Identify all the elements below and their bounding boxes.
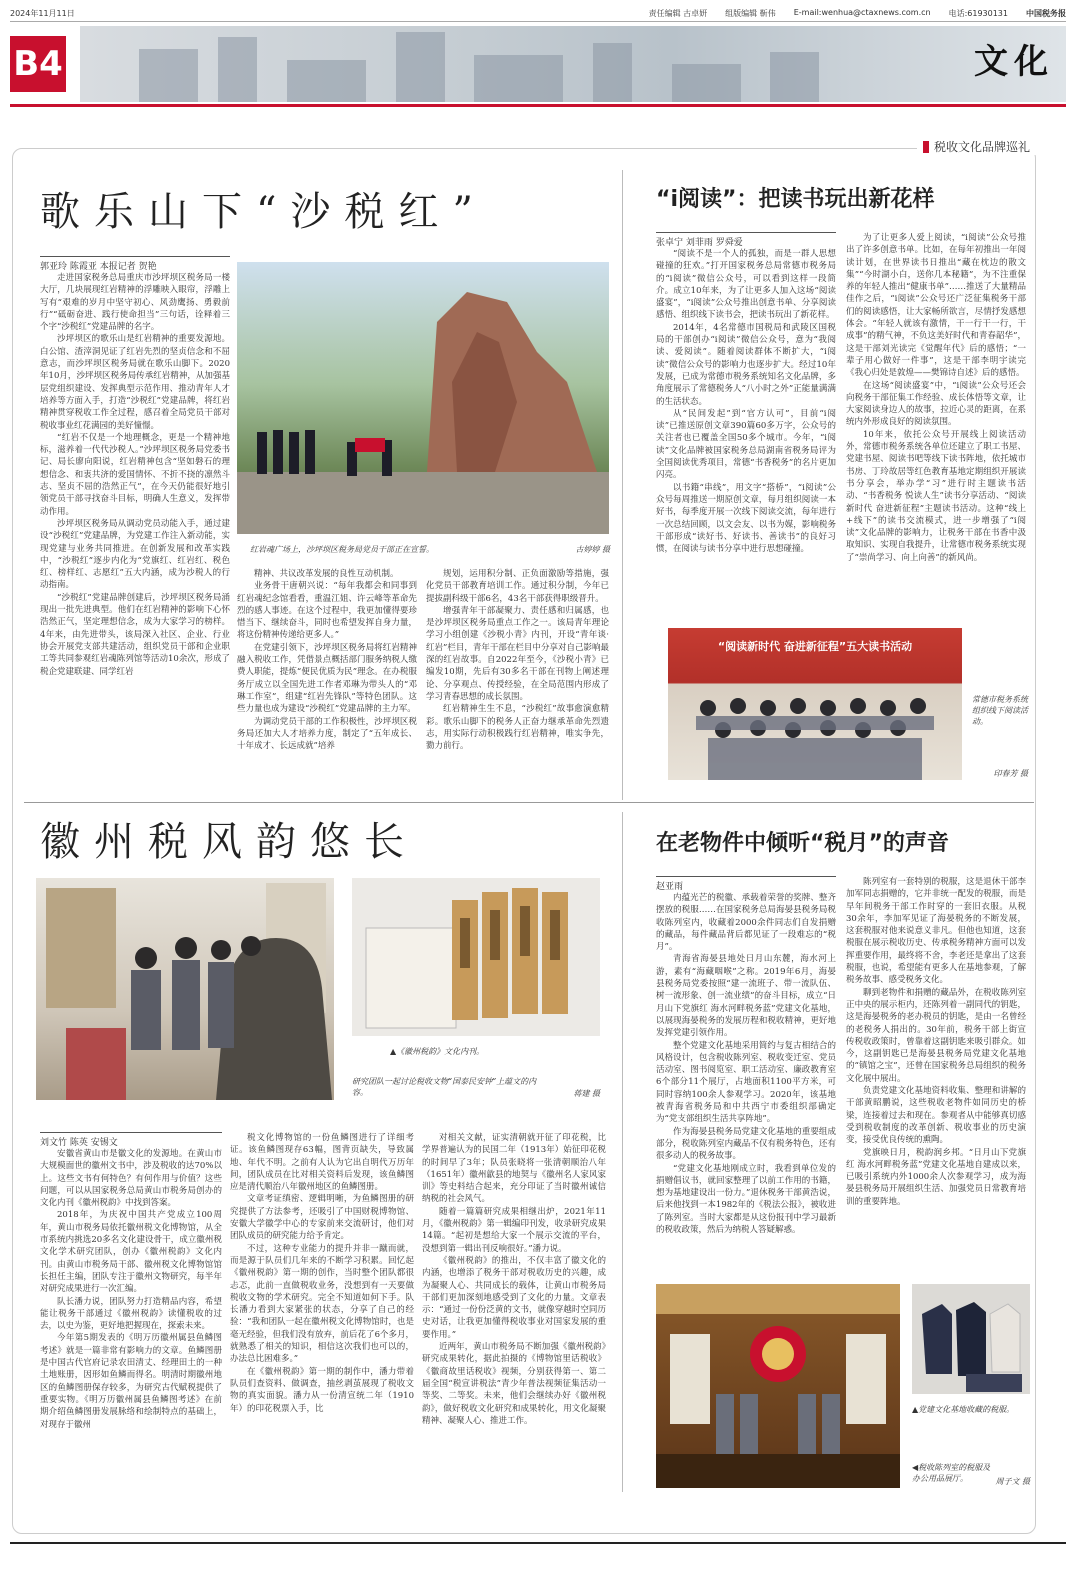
article4-photo2-credit: 周子文 摄 xyxy=(995,1477,1030,1486)
page-number: B4 xyxy=(10,36,66,92)
article4-photo2[interactable] xyxy=(656,1284,900,1488)
article3-photo2[interactable] xyxy=(352,878,600,1036)
article2-photo-caption: 常德市税务系统组织线下阅读活动。 xyxy=(972,695,1028,726)
contact-email[interactable]: E-mail:wenhua@ctaxnews.com.cn xyxy=(793,8,931,17)
article3-photo1-caption: 研究团队一起讨论税收文物“国泰民安钟”上蕴文的内容。 xyxy=(352,1077,537,1097)
article1-photo-caption: 红岩魂广场上，沙坪坝区税务局党员干部正在宣誓。 xyxy=(250,545,434,554)
article2-col1: “阅读不是一个人的孤独，而是一群人思想碰撞的狂欢。”打开国家税务总局常德市税务局的“i阅读”微信公众号，可以看到这样一段简介。成立10年来，为了让更多人加入这场“阅读盛宴”，“i阅读”公众号推出创意书单、分享阅读感悟、组织线下读书会，把读书玩出了新花样。 2014年，4名常德市国税局和武陵区国税局的干部创办“i阅读”微信公众号，意为“我阅读、爱阅读”。随着阅读群体不断扩大，“i阅读”微信公众号的影响力也逐步扩大。经过10年发展，已成为常德市税务系统知名文化品牌，多角度展示了常德税务人“八小时之外”正能量满满的生活状态。 从“民间发起”到“官方认可”，目前“i阅读”已推送原创文章390篇60多万字，公众号的关注者也已覆盖全国50多个城市。今年，“i阅读”文化品牌被国家税务总局湖南省税务局评为全国阅读优秀项目，常德“书香税务”的名片更加闪亮。 以书籍“串线”，用文字“搭桥”，“i阅读”公众号每周推送一期原创文章，每月组织阅读一本好书，每季度开展一次线下阅读交流，每年进行一次总结回顾，以文会友、以书为媒，影响税务干部形成“读好书、好读书、善读书”的良好习惯，在阅读与读书分享中进行思想碰撞。 xyxy=(656,249,836,555)
article2-title[interactable]: “i阅读”：把读书玩出新花样 xyxy=(656,187,935,212)
article3-photo1-credit: 蒋建 摄 xyxy=(573,1089,600,1098)
article4-byline: 赵亚雨 xyxy=(656,876,836,892)
article2-col2: 为了让更多人爱上阅读，“i阅读”公众号推出了许多创意书单。比如，在每年初推出一年阅读计划，在世界读书日推出“藏在枕边的散文集”“今时湖小白，送你几本秘籍”，为不注重保养的年轻人推出“健康书单”……推送了大量精品佳作之后，“i阅读”公众号还广泛征集税务干部们的阅读感悟，让大家畅所欲言，尽情抒发感想体会。“年轻人就该有激情，干一行干一行，干成事”的精气神，不负这美好时代和青春韶华”，这是干部刘光读完《觉醒年代》后的感悟；“一辈子用心做好一件事”，这是干部李明宇读完《我心归处是敦煌——樊锦诗自述》后的感悟。 在这场“阅读盛宴”中，“i阅读”公众号还会向税务干部征集工作经验、成长体悟等文章，让大家阅读身边人的故事，拉近心灵的距离，在系统内外形成良好的阅读氛围。 10年来，依托公众号开展线上阅读活动外，常德市税务系统各单位还建立了职工书屋、党建书屋、阅读书吧等线下读书阵地，依托城市书房、丁玲故居等红色教育基地定期组织开展读书分享会，举办学“习”进行时主题读书活动、“书香税务 悦读人生”读书分享活动、“阅读新时代 奋进新征程”主题读书活动。这种“线上+线下”的读书交流模式，进一步增强了“i阅读”文化品牌的影响力，让税务干部在书香中汲取知识、实现自我提升，让常德市税务系统实现了“崇尚学习、向上向善”的新风尚。 xyxy=(846,233,1026,563)
monument-photo-illustration xyxy=(237,262,609,534)
exhibition-hall-illustration xyxy=(656,1284,900,1488)
article4-photo1[interactable] xyxy=(912,1284,1030,1394)
article1-col1: 走进国家税务总局重庆市沙坪坝区税务局一楼大厅，几块展现红岩精神的浮雕映入眼帘，浮雕上写有“艰难的岁月中坚守初心、风劲鹰扬、勇毅前行”“砥砺奋进、践行使命担当”三句话，诠释着三个字“沙税红”党建品牌的名字。 沙坪坝区的歌乐山是红岩精神的重要发源地。白公馆、渣滓洞见证了红岩先烈的坚贞信念和不屈意志，而沙坪坝区税务局就在歌乐山脚下。2020年10月，沙坪坝区税务局传承红岩精神，从加强基层党组织建设、发挥典型示范作用、推动青年人才培养等方面入手，打造“沙税红”党建品牌，将红岩精神贯穿税收工作全过程，感召着全局党员干部对税收事业红花满园的美好憧憬。 “红岩不仅是一个地理概念，更是一个精神地标，滋养着一代代沙税人。”沙坪坝区税务局党委书记、局长廖向阳说，红岩精神包含“坚如磐石的理想信念、和衷共济的爱国情怀、不折不挠的凛然斗志、坚贞不屈的浩然正气”，在今天仍能很好地引领党员干部寻找奋斗目标，明确人生意义，发挥带动作用。 沙坪坝区税务局从调动党员动能入手，通过建设“沙税红”党建品牌，为党建工作注入新动能，实现党建与业务共同推进。在创新发展和改革实践中，“沙税红”逐步内化为“党旗红、红岩红、税色红、榜样红、志愿红”五大内涵，成为沙税人的行动指南。 “沙税红”党建品牌创建后，沙坪坝区税务局涌现出一批先进典型。他们在红岩精神的影响下心怀浩然正气，坚定理想信念，成为大家学习的榜样。4年来，由先进带头，该局深入社区、企业、行业协会开展党支部共建活动，组织党员干部和企业职工等共同参观红岩魂陈列馆等活动10余次，形成了税企党建联建、同学红岩 xyxy=(40,273,230,677)
page-header-bar xyxy=(10,6,1066,22)
article4-title[interactable]: 在老物件中倾听“税月”的声音 xyxy=(656,831,949,856)
section-divider xyxy=(24,802,1034,803)
article3-photo2-caption: ▲《徽州税韵》文化内刊。 xyxy=(390,1047,485,1056)
article2-photo-banner: “阅读新时代 奋进新征程”五大读书活动 xyxy=(717,640,913,653)
article3-title[interactable]: 徽州税风韵悠长 xyxy=(40,819,418,865)
article1-photo-credit: 古婷婷 摄 xyxy=(575,545,610,554)
article1-col3: 规划，运用积分制、正负面激励等措施，强化党员干部教育培训工作。通过积分制，今年已提拔副科级干部6名，43名干部获得职级晋升。 增强青年干部凝聚力、责任感和归属感，也是沙坪坝区税务局重点工作之一。该局青年理论学习小组创建《沙税小青》内刊，开设“青年谈·红岩”栏目，青年干部在栏目中分享对自己影响最深的红岩故事。自2022年至今，《沙税小青》已编发10期，先后有30多名干部在刊物上阐述理论、分享观点、传授经验，在全局范围内形成了学习青春思想的成长氛围。 红岩精神生生不息，“沙税红”故事愈演愈精彩。歌乐山脚下的税务人正奋力继承革命先烈遗志，用实际行动积极践行红岩精神，唯实争先，勠力前行。 xyxy=(426,569,609,752)
editor-credit: 责任编辑 古卓妍 xyxy=(648,9,708,18)
column-divider-lower xyxy=(622,812,623,1492)
article4-photo1-caption: ▲党建文化基地收藏的税服。 xyxy=(912,1405,1015,1414)
group-photo-illustration xyxy=(668,628,962,780)
header-rule xyxy=(10,104,1066,107)
article1-byline: 郭亚玲 陈霞亚 本报记者 贺艳 xyxy=(40,256,230,272)
article3-photo1[interactable] xyxy=(36,878,334,1100)
layout-editor-credit: 组版编辑 靳伟 xyxy=(725,9,776,18)
article3-col2: 税文化博物馆的一份鱼鳞图进行了详细考证。该鱼鳞图现存63幅，图背页缺失，导致属地、年代不明。之前有人认为它出自明代万历年间，团队成员在比对相关资料后发现，该鱼鳞图应是清代顺治八年徽州地区的鱼鳞图册。 文章考证缜密、逻辑明晰，为鱼鳞图册的研究提供了方法参考，还吸引了中国财税博物馆、安徽大学徽学中心的专家前来交流研讨，他们对团队成员的研究能力给予肯定。 不过，这种专业能力的提升并非一蹴而就，而是源于队员们几年来的不断学习积累。回忆起《徽州税韵》第一期的创作，当时整个团队都很忐忑，此前一直做税收业务，没想到有一天要做税收文物的学术研究。完全不知道如何下手。队长潘力看到大家紧张的状态，分享了自己的经验：“我和团队一起在徽州税文化博物馆时，也是毫无经验，但我们没有放弃，前后花了6个多月，就熟悉了相关的知识，相信这次我们也可以的，办法总比困难多。” 在《徽州税韵》第一期的制作中，潘力带着队员们查资料、做调查，抽丝剥茧展现了税收文物的真实面貌。潘力从一份清宣统二年（1910年）的印花税票入手，比 xyxy=(230,1133,414,1414)
issue-date: 2024年11月11日 xyxy=(10,9,75,18)
column-tag xyxy=(917,138,1036,155)
column-tag-label: 税收文化品牌巡礼 xyxy=(933,140,1030,154)
article1-title[interactable]: 歌乐山下“沙税红” xyxy=(40,189,487,235)
footer-rule xyxy=(10,1542,1066,1544)
article2-byline: 张卓宁 刘菲雨 罗舜爱 xyxy=(656,232,836,248)
article2-photo-credit: 印春芳 摄 xyxy=(993,769,1028,778)
article1-col2: 精神、共议改革发展的良性互动机制。 业务骨干唐朝兴说：“每年我都会和同事到红岩魂纪念馆看看，重温江姐、许云峰等革命先烈的感人事迹。在这个过程中，我更加懂得要珍惜当下、继续奋斗，同时也希望发挥自身力量，将这份精神传递给更多人。” 在党建引领下，沙坪坝区税务局将红岩精神融入税收工作，凭借景点概括部门服务纳税人缴费人职能，提炼“便民优质为民”理念。在办税服务厅成立以全国先进工作者邓琳为带头人的“邓琳工作室”，组建“红岩先锋队”等特色团队。这些力量也成为建设“沙税红”党建品牌的主力军。 为调动党员干部的工作积极性，沙坪坝区税务局还加大人才培养力度，制定了“五年成长、十年成才、长远成就”培养 xyxy=(237,569,417,752)
newspaper-name: 中国税务报 xyxy=(1026,9,1066,18)
article3-col3: 对相关文献，证实清朝就开征了印花税，比学界普遍认为的民国二年（1913年）始征印花税的时间早了3年；队员张晓将一张清朝顺治八年（1651年）徽州歙县的地契与《徽州名人家风家训》等史料结合起来，充分印证了当时徽州诚信纳税的社会风气。 随着一篇篇研究成果相继出炉，2021年11月，《徽州税韵》第一辑编印刊发，收录研究成果14篇。“起初是想给大家一个展示交流的平台，没想到第一辑出刊反响很好。”潘力说。 《徽州税韵》的推出，不仅丰富了徽文化的内涵，也增添了税务干部对税收历史的兴趣，成为凝聚人心、共同成长的载体，让黄山市税务局干部们更加深刻地感受到了文化的力量。文章表示：“通过一份份泛黄的文书，就像穿越时空同历史对话，让我更加懂得税收事业对国家发展的重要作用。” 近两年，黄山市税务局不断加强《徽州税韵》研究成果转化，据此拍摄的《博物馆里话税收》《徽商故里话税收》视频，分别获得第一、第二届全国“税宣讲税法”青少年普法视频征集活动一等奖、二等奖。未来，他们会继续办好《徽州税韵》，做好税收文化研究和成果转化，用文化凝聚精神、凝聚人心、推进工作。 xyxy=(422,1133,606,1426)
column-divider xyxy=(622,170,623,800)
bell-discussion-illustration xyxy=(36,878,334,1100)
article4-col1: 内蕴光芒的税徽、承载着荣誉的奖牌、整齐摆放的税服……在国家税务总局海晏县税务局税收陈列室内，收藏着2000余件同志们自发捐赠的藏品，每件藏品背后都见证了一段难忘的“税月”。 青海省海晏县地处日月山东麓，海水河上游，素有“海藏咽喉”之称。2019年6月，海晏县税务局党委按照“建一流班子、带一流队伍、树一流形象、创一流业绩”的奋斗目标，成立“日月山下党旗红 海水河畔税务蓝”党建文化基地，以展现海晏税务的发展历程和税收精神，更好地发挥党建引领作用。 整个党建文化基地采用简约与复古相结合的风格设计，包含税收陈列室、税收变迁室、党员活动室、图书阅览室、职工活动室、廉政教育室6个部分11个展厅，占地面积1100平方米，可同时容纳100余人参观学习。2020年，该基地被青海省税务局和中共西宁市委组织部确定为“党支部组织生活共享阵地”。 作为海晏县税务局党建文化基地的重要组成部分，税收陈列室内藏品不仅有税务特色，还有很多动人的税务故事。 “党建文化基地刚成立时，我看到单位发的捐赠倡议书，就回家整理了以前工作用的书籍，想为基地建设出一份力。”退休税务干部黄浩说，后来他找到一本1982年的《税法公报》，被收进了陈列室。当时大家都是从这份报刊中学习最新的税收政策，然后为纳税人答疑解惑。 xyxy=(656,893,836,1236)
tax-uniforms-illustration xyxy=(912,1284,1030,1394)
article2-photo[interactable] xyxy=(668,628,962,780)
masthead xyxy=(10,26,1066,102)
article4-col2: 陈列室有一套特别的税服，这是退休干部李加军同志捐赠的，它并非统一配发的税服，而是早年间税务干部工作时穿的一套旧衣服。从税30余年，李加军见证了海晏税务的不断发展，这套税服对他来说意义非凡。但他也知道，这套税服在展示税收历史、传承税务精神方面可以发挥重要作用，最终将不舍，李老还是拿出了这套税服，也说，希望能有更多人在基地参观，了解税务故事、感受税务文化。 聊到老物件和捐赠的藏品外，在税收陈列室正中央的展示柜内，还陈列着一副同代的钥匙，这是海晏税务的老办税员的钥匙，是由一名曾经的老税务人捐出的。30年前，税务干部上街宣传税收政策时，曾靠着这副钥匙来吸引群众。如今，这副钥匙已是海晏县税务局党建文化基地的“镇馆之宝”，还曾在国家税务总局组织的税务文化展中展出。 负责党建文化基地资料收集、整理和讲解的干部黄昭鹏说，这些税收老物件如同历史的桥梁，连接着过去和现在。参观者从中能够真切感受到税收制度的改革创新、税收事业的历史演变，接受优良传统的熏陶。 党旗映日月，税韵润乡邦。“日月山下党旗红 海水河畔税务蓝”党建文化基地自建成以来，已吸引系统内外1000余人次参观学习，成为海晏县税务局开展组织生活、加强党员日常教育培训的重要阵地。 xyxy=(846,877,1026,1207)
tag-marker-icon xyxy=(923,141,929,153)
section-title: 文化 xyxy=(974,42,1054,82)
article4-photo2-caption: ◀税收陈列室的税服及办公用品展厅。 xyxy=(912,1463,991,1483)
article1-photo[interactable] xyxy=(237,262,609,534)
journal-books-illustration xyxy=(352,878,600,1036)
masthead-photo-strip xyxy=(80,26,1066,102)
contact-phone: 电话:61930131 xyxy=(948,9,1008,18)
article3-byline: 刘文竹 陈英 安锡文 xyxy=(40,1132,222,1148)
article3-col1: 安徽省黄山市是徽文化的发源地。在黄山市大规模面世的徽州文书中，涉及税收的达70%以上。这些文书有何特色？有何作用与价值？这些问题，可以从国家税务总局黄山市税务局创办的文化内刊《徽州税韵》中找到答案。 2018年，为庆祝中国共产党成立100周年，黄山市税务局依托徽州税文化博物馆，从全市系统内挑选20多名文化建设骨干，成立徽州税文化学术研究团队，创办《徽州税韵》文化内刊。由黄山市税务局干部、徽州税文化博物馆馆长担任主编，团队专注于徽州文物研究，每半年对研究成果进行一次汇编。 队长潘力说，团队努力打造精品内容，希望能让税务干部通过《徽州税韵》读懂税收的过去，以史为鉴，更好地把握现在，探索未来。 今年第5期发表的《明万历徽州属县鱼鳞图考述》就是一篇非常有影响力的文章。鱼鳞图册是中国古代官府记录农田清丈、经理田土的一种土地账册，因形如鱼鳞而得名。明清时期徽州地区的鱼鳞图册保存较多，为研究古代赋税提供了重要实物。《明万历徽州属县鱼鳞图考述》在前期介绍鱼鳞图册发展脉络和绘制特点的基础上，对现存于徽州 xyxy=(40,1149,222,1430)
